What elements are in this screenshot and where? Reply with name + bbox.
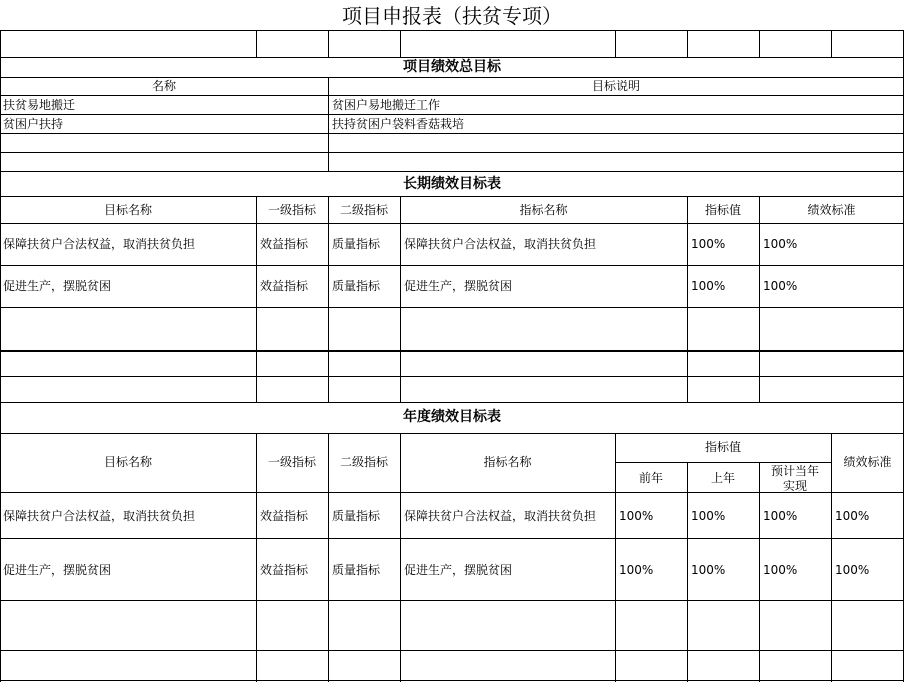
annual-cell-prev: 100% bbox=[619, 563, 654, 577]
rule bbox=[0, 133, 904, 134]
col-rule bbox=[759, 196, 760, 402]
col-rule bbox=[256, 196, 257, 402]
longterm-cell-l1: 效益指标 bbox=[260, 237, 309, 251]
longterm-cell-ind: 保障扶贫户合法权益，取消扶贫负担 bbox=[404, 237, 597, 251]
annual-cell-l2: 质量指标 bbox=[332, 563, 381, 577]
annual-cell-goal: 促进生产，摆脱贫困 bbox=[3, 563, 112, 577]
rule bbox=[0, 433, 904, 434]
rule-thick bbox=[0, 350, 904, 352]
overall-heading: 项目绩效总目标 bbox=[403, 59, 501, 75]
annual-header-std: 绩效标准 bbox=[843, 455, 892, 469]
rule bbox=[0, 223, 904, 224]
overall-row-name: 扶贫易地搬迁 bbox=[3, 98, 76, 112]
rule bbox=[0, 171, 904, 172]
rule-sub bbox=[615, 462, 831, 463]
annual-cell-l1: 效益指标 bbox=[260, 563, 309, 577]
annual-cell-std: 100% bbox=[835, 509, 870, 523]
rule bbox=[0, 538, 904, 539]
col-rule bbox=[328, 433, 329, 682]
col-rule bbox=[831, 433, 832, 682]
col-rule bbox=[687, 462, 688, 682]
col-rule bbox=[687, 30, 688, 57]
annual-header-goal: 目标名称 bbox=[103, 455, 152, 469]
longterm-cell-ind: 促进生产，摆脱贫困 bbox=[404, 279, 513, 293]
rule bbox=[0, 196, 904, 197]
annual-header-val: 指标值 bbox=[704, 440, 741, 454]
annual-cell-l2: 质量指标 bbox=[332, 509, 381, 523]
rule bbox=[0, 265, 904, 266]
rule bbox=[0, 680, 904, 681]
longterm-cell-std: 100% bbox=[763, 279, 798, 293]
border-right bbox=[903, 30, 904, 682]
longterm-cell-l2: 质量指标 bbox=[332, 237, 381, 251]
page-title: 项目申报表（扶贫专项） bbox=[342, 4, 562, 28]
col-rule bbox=[328, 30, 329, 57]
annual-cell-ind: 促进生产，摆脱贫困 bbox=[404, 563, 513, 577]
annual-cell-expect: 100% bbox=[763, 563, 798, 577]
annual-header-expect-2: 实现 bbox=[782, 479, 807, 493]
col-rule bbox=[831, 30, 832, 57]
col-rule bbox=[400, 30, 401, 57]
longterm-cell-std: 100% bbox=[763, 237, 798, 251]
annual-cell-last: 100% bbox=[691, 563, 726, 577]
longterm-cell-goal: 保障扶贫户合法权益，取消扶贫负担 bbox=[3, 237, 196, 251]
overall-col-desc: 目标说明 bbox=[591, 79, 640, 93]
longterm-header-ind: 指标名称 bbox=[519, 203, 568, 217]
longterm-heading: 长期绩效目标表 bbox=[403, 176, 501, 192]
rule bbox=[0, 307, 904, 308]
annual-header-expect: 预计当年 bbox=[770, 464, 819, 478]
col-rule bbox=[256, 433, 257, 682]
rule bbox=[0, 376, 904, 377]
annual-heading: 年度绩效目标表 bbox=[403, 409, 501, 425]
longterm-header-std: 绩效标准 bbox=[807, 203, 856, 217]
longterm-header-goal: 目标名称 bbox=[103, 203, 152, 217]
longterm-cell-val: 100% bbox=[691, 237, 726, 251]
annual-header-l2: 二级指标 bbox=[339, 455, 388, 469]
border-left bbox=[0, 30, 1, 682]
rule bbox=[0, 77, 904, 78]
overall-row-desc: 贫困户易地搬迁工作 bbox=[332, 98, 441, 112]
col-rule bbox=[615, 30, 616, 57]
longterm-cell-val: 100% bbox=[691, 279, 726, 293]
col-rule bbox=[400, 196, 401, 402]
annual-cell-prev: 100% bbox=[619, 509, 654, 523]
longterm-cell-l1: 效益指标 bbox=[260, 279, 309, 293]
longterm-cell-l2: 质量指标 bbox=[332, 279, 381, 293]
rule bbox=[0, 57, 904, 58]
longterm-header-l1: 一级指标 bbox=[267, 203, 316, 217]
rule bbox=[0, 600, 904, 601]
col-rule bbox=[687, 196, 688, 402]
annual-cell-goal: 保障扶贫户合法权益，取消扶贫负担 bbox=[3, 509, 196, 523]
col-rule bbox=[328, 196, 329, 402]
col-rule bbox=[400, 433, 401, 682]
rule bbox=[0, 30, 904, 31]
rule bbox=[0, 95, 904, 96]
longterm-header-val: 指标值 bbox=[704, 203, 741, 217]
rule bbox=[0, 152, 904, 153]
col-rule bbox=[759, 462, 760, 682]
col-rule bbox=[759, 30, 760, 57]
longterm-cell-goal: 促进生产，摆脱贫困 bbox=[3, 279, 112, 293]
col-rule bbox=[256, 30, 257, 57]
rule bbox=[0, 650, 904, 651]
overall-row-desc: 扶持贫困户袋料香菇栽培 bbox=[332, 117, 465, 131]
overall-row-name: 贫困户扶持 bbox=[3, 117, 64, 131]
annual-header-l1: 一级指标 bbox=[267, 455, 316, 469]
annual-cell-ind: 保障扶贫户合法权益，取消扶贫负担 bbox=[404, 509, 597, 523]
annual-cell-l1: 效益指标 bbox=[260, 509, 309, 523]
rule bbox=[0, 402, 904, 403]
annual-header-prev: 前年 bbox=[638, 471, 663, 485]
annual-cell-expect: 100% bbox=[763, 509, 798, 523]
annual-cell-std: 100% bbox=[835, 563, 870, 577]
annual-header-last: 上年 bbox=[710, 471, 735, 485]
rule bbox=[0, 114, 904, 115]
annual-cell-last: 100% bbox=[691, 509, 726, 523]
longterm-header-l2: 二级指标 bbox=[339, 203, 388, 217]
annual-header-ind: 指标名称 bbox=[483, 455, 532, 469]
overall-col-name: 名称 bbox=[151, 79, 176, 93]
